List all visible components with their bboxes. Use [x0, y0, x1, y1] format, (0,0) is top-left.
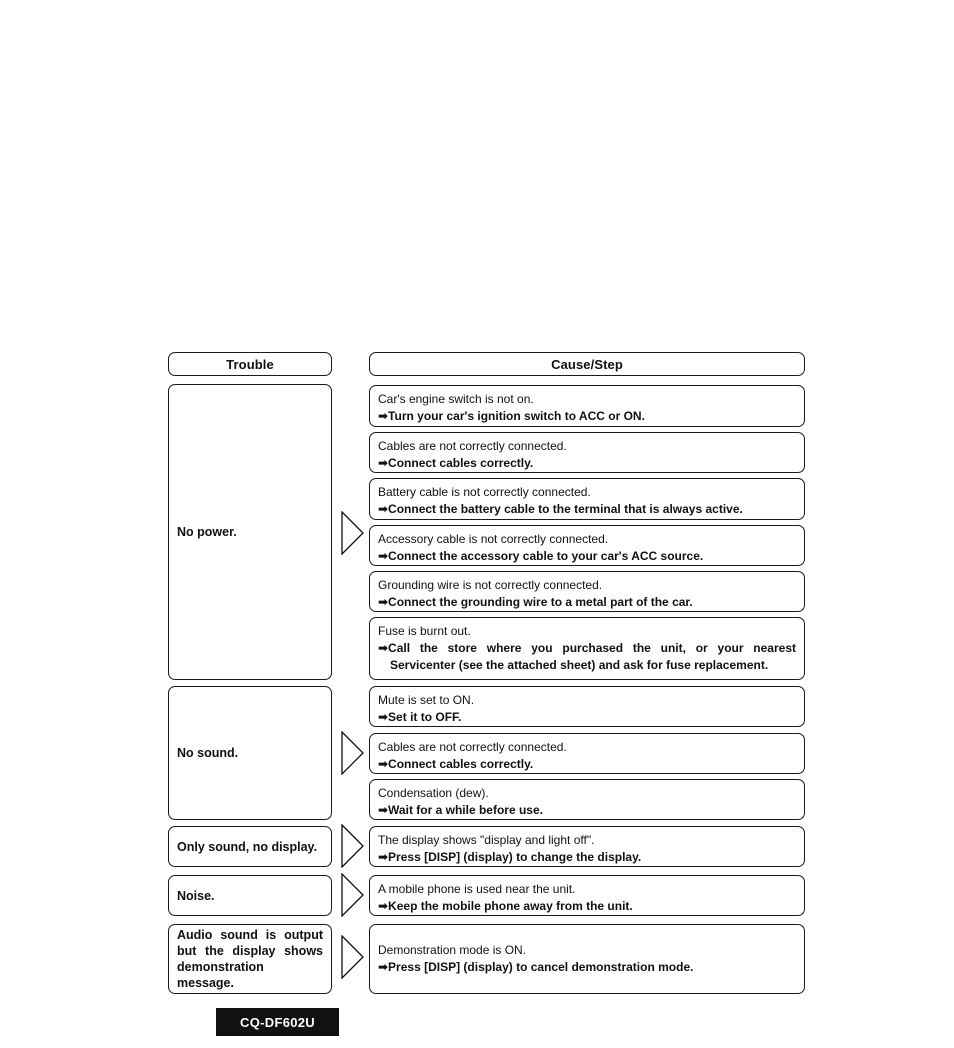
cause-text: Mute is set to ON. — [378, 693, 475, 707]
cause-text: Cables are not correctly connected. — [378, 439, 567, 453]
step-text: ➡Connect the accessory cable to your car's ACC source. — [378, 549, 704, 563]
cause-text: Condensation (dew). — [378, 786, 489, 800]
cause-step-box — [369, 571, 805, 612]
cause-text: Cables are not correctly connected. — [378, 740, 567, 754]
trouble-noise: Noise. — [168, 875, 332, 916]
cause-step-box — [369, 826, 805, 867]
step-text: ➡Press [DISP] (display) to change the display. — [378, 850, 642, 864]
cause-step-box — [369, 617, 805, 680]
step-text: ➡Connect cables correctly. — [378, 456, 534, 470]
arrow-right-icon — [341, 935, 365, 979]
arrow-right-icon — [341, 511, 365, 555]
step-text: ➡Connect the grounding wire to a metal part of the car. — [378, 595, 693, 609]
trouble-no-sound: No sound. — [168, 686, 332, 820]
cause-text: Demonstration mode is ON. — [378, 943, 527, 957]
step-text: ➡Wait for a while before use. — [378, 803, 543, 817]
arrow-right-icon — [341, 731, 365, 775]
step-text-continued: Servicenter (see the attached sheet) and ask for fuse replacement. — [390, 658, 769, 672]
arrow-right-icon — [341, 873, 365, 917]
step-text: ➡Press [DISP] (display) to cancel demonstration mode. — [378, 960, 694, 974]
cause-step-column-header: Cause/Step — [369, 352, 805, 376]
step-text: ➡Connect the battery cable to the terminal that is always active. — [378, 502, 743, 516]
trouble-demonstration-message: Audio sound is output but the display shows demonstration message. — [168, 924, 332, 994]
cause-text: Grounding wire is not correctly connected. — [378, 578, 603, 592]
cause-step-box — [369, 779, 805, 820]
model-number-label: CQ-DF602U — [216, 1008, 339, 1036]
cause-step-box — [369, 924, 805, 994]
cause-text: Accessory cable is not correctly connected. — [378, 532, 609, 546]
cause-text: Car's engine switch is not on. — [378, 392, 534, 406]
arrow-right-icon — [341, 824, 365, 868]
step-text: ➡Connect cables correctly. — [378, 757, 534, 771]
cause-text: The display shows "display and light off". — [378, 833, 595, 847]
cause-step-box — [369, 432, 805, 473]
step-text: ➡Set it to OFF. — [378, 710, 462, 724]
cause-step-box — [369, 385, 805, 427]
trouble-no-power: No power. — [168, 384, 332, 680]
cause-text: Battery cable is not correctly connected. — [378, 485, 591, 499]
trouble-column-header: Trouble — [168, 352, 332, 376]
cause-text: Fuse is burnt out. — [378, 624, 471, 638]
step-text: ➡Keep the mobile phone away from the unit. — [378, 899, 633, 913]
step-text: ➡Call the store where you purchased the unit, or your nearest — [378, 641, 796, 655]
cause-text: A mobile phone is used near the unit. — [378, 882, 576, 896]
cause-step-box — [369, 875, 805, 916]
cause-step-box — [369, 686, 805, 727]
cause-step-box — [369, 478, 805, 520]
trouble-only-sound-no-display: Only sound, no display. — [168, 826, 332, 867]
cause-step-box — [369, 733, 805, 774]
cause-step-box — [369, 525, 805, 566]
step-text: ➡Turn your car's ignition switch to ACC or ON. — [378, 409, 645, 423]
